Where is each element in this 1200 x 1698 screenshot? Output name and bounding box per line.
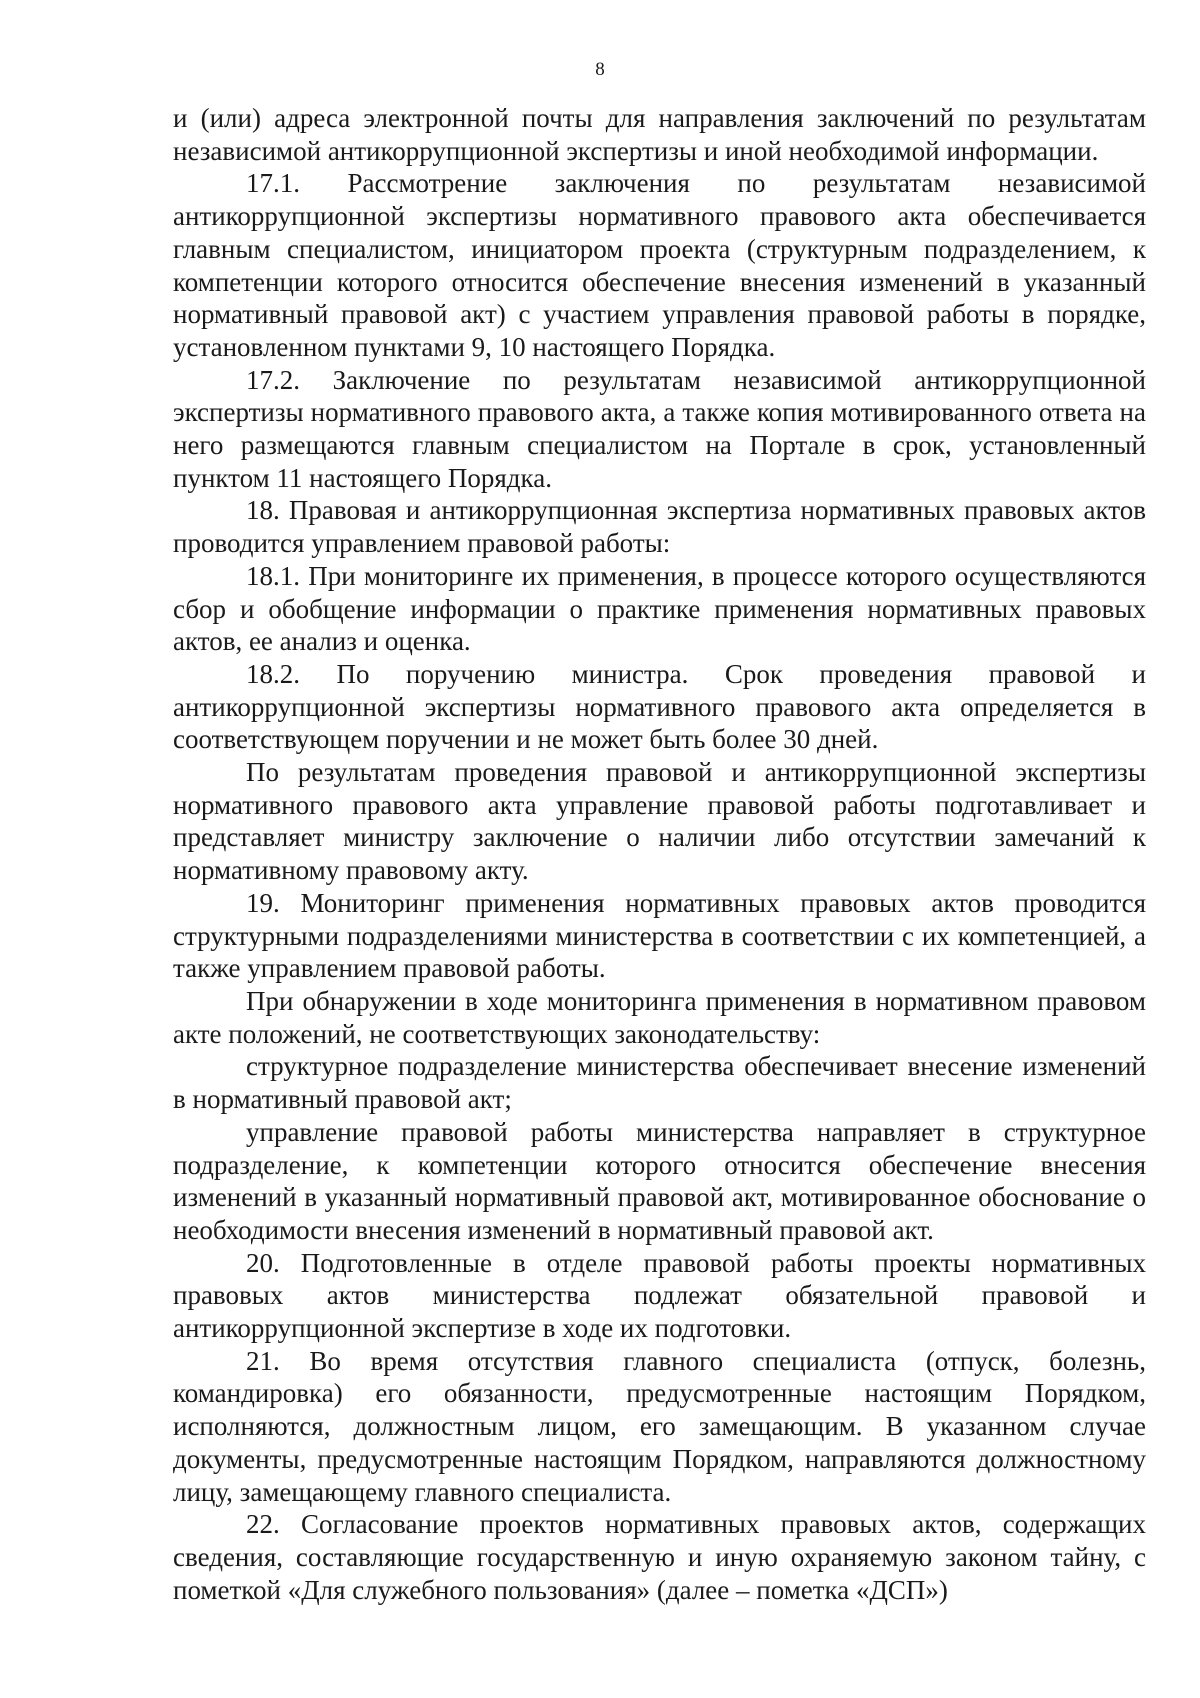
paragraph-18-2-results: По результатам проведения правовой и антикоррупционной экспертизы нормативного правового акта управление правовой работы подготавливает и представляет министру заключение о наличии либо отсутствии замечаний к нормативному правовому акту. bbox=[173, 757, 1146, 886]
paragraph-19-division: структурное подразделение министерства обеспечивает внесение изменений в нормативный правовой акт; bbox=[173, 1051, 1146, 1115]
paragraph-17-1: 17.1. Рассмотрение заключения по результатам независимой антикоррупционной экспертизы нормативного правового акта обеспечивается главным специалистом, инициатором проекта (структурным подразделением, к компетенции которого относится обеспечение внесения изменений в указанный нормативный правовой акт) с участием управления правовой работы в порядке, установленном пунктами 9, 10 настоящего Порядка. bbox=[173, 168, 1146, 362]
paragraph-17-2: 17.2. Заключение по результатам независимой антикоррупционной экспертизы нормативного правового акта, а также копия мотивированного ответа на него размещаются главным специалистом на Портале в срок, установленный пунктом 11 настоящего Порядка. bbox=[173, 364, 1146, 493]
paragraph-19-detection: При обнаружении в ходе мониторинга применения в нормативном правовом акте положений, не соответствующих законодательству: bbox=[173, 985, 1146, 1049]
paragraph-20: 20. Подготовленные в отделе правовой работы проекты нормативных правовых актов министерства подлежат обязательной правовой и антикоррупционной экспертизе в ходе их подготовки. bbox=[173, 1247, 1146, 1344]
paragraph-continuation: и (или) адреса электронной почты для направления заключений по результатам независимой антикоррупционной экспертизы и иной необходимой информации. bbox=[173, 103, 1146, 166]
document-body bbox=[173, 102, 1146, 1606]
paragraph-21: 21. Во время отсутствия главного специалиста (отпуск, болезнь, командировка) его обязанности, предусмотренные настоящим Порядком, исполняются, должностным лицом, его замещающим. В указанном случае документы, предусмотренные настоящим Порядком, направляются должностному лицу, замещающему главного специалиста. bbox=[173, 1345, 1146, 1507]
paragraph-18-1: 18.1. При мониторинге их применения, в процессе которого осуществляются сбор и обобщение информации о практике применения нормативных правовых актов, ее анализ и оценка. bbox=[173, 560, 1146, 657]
paragraph-19-legal-department: управление правовой работы министерства направляет в структурное подразделение, к компетенции которого относится обеспечение внесения изменений в указанный нормативный правовой акт, мотивированное обоснование о необходимости внесения изменений в нормативный правовой акт. bbox=[173, 1116, 1146, 1245]
paragraph-22: 22. Согласование проектов нормативных правовых актов, содержащих сведения, составляющие государственную и иную охраняемую законом тайну, с пометкой «Для служебного пользования» (далее – пометка «ДСП») bbox=[173, 1509, 1146, 1605]
paragraph-18: 18. Правовая и антикоррупционная экспертиза нормативных правовых актов проводится управлением правовой работы: bbox=[173, 495, 1146, 559]
paragraph-19: 19. Мониторинг применения нормативных правовых актов проводится структурными подразделениями министерства в соответствии с их компетенцией, а также управлением правовой работы. bbox=[173, 887, 1146, 984]
page-number: 8 bbox=[595, 59, 605, 80]
paragraph-18-2: 18.2. По поручению министра. Срок проведения правовой и антикоррупционной экспертизы нормативного правового акта определяется в соответствующем поручении и не может быть более 30 дней. bbox=[173, 658, 1146, 755]
